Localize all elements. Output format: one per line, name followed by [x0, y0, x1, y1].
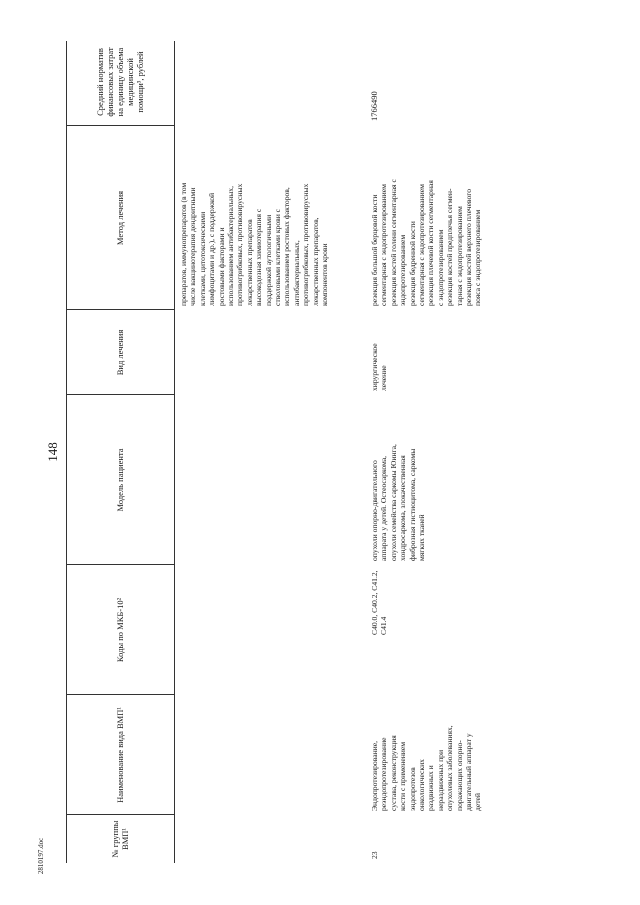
row-icd-lines	[370, 567, 389, 635]
text-line: резекция большой берцовой кости	[370, 194, 379, 306]
text-line: числе вакцинотерапия дендритными	[188, 187, 198, 306]
text-line: сегментарная с эндопротезированием	[417, 184, 427, 306]
header-group-no: № группы ВМП¹	[110, 820, 130, 858]
text-line: компонентов крови	[320, 243, 330, 306]
header-treatment-method: Метод лечения	[115, 190, 125, 246]
text-line: аппарата у детей. Остеосаркома,	[379, 455, 389, 561]
text-line: эндопротезированием	[398, 234, 408, 306]
page-number: 148	[45, 442, 60, 462]
text-line: противогрибковых, противовирусных	[235, 183, 245, 306]
row-avg-cost: 1766490	[369, 91, 379, 121]
text-line: поражающих опорно-	[454, 740, 464, 811]
row-group-no: 23	[370, 851, 379, 859]
row-patient-model-lines	[370, 397, 426, 561]
text-line: Эндопротезирование,	[370, 741, 379, 811]
text-line: C41.4	[379, 616, 389, 635]
header-patient-model: Модель пациента	[115, 448, 125, 512]
text-line: лечение	[379, 365, 389, 391]
text-line: резекция плечевой кости сегментарная	[426, 180, 436, 306]
text-line: использованием ростовых факторов,	[282, 187, 292, 306]
text-line: опухоли опорно-двигательного	[370, 460, 379, 561]
row-treatment-type-lines	[370, 311, 389, 391]
row-treatment-type	[370, 311, 389, 391]
row-treatment-method	[370, 128, 483, 306]
text-line: противогрибковых, противовирусных	[301, 183, 311, 306]
text-line: стволовыми клетками крови с	[273, 208, 283, 306]
text-line: антибактериальных,	[291, 240, 301, 306]
text-line: кости с применением	[398, 741, 408, 811]
text-line: использованием антибактериальных,	[226, 186, 236, 306]
text-line: пояса с эндопротезированием	[473, 209, 483, 306]
text-line: лимфоцитами и др.), с поддержкой	[207, 192, 217, 306]
text-line: мягких тканей	[417, 514, 427, 561]
treatment-table	[66, 41, 596, 863]
text-line: с эндопротезированием	[435, 229, 445, 306]
row-name	[370, 697, 483, 811]
header-avg-cost: Средний норматив финансовых затрат на единицу объема медицинской помощи³, рублей	[95, 47, 145, 117]
text-line: раздвижных и	[426, 765, 436, 811]
text-line: тарная с эндопротезированием	[454, 206, 464, 306]
text-line: реэндопротезирование	[379, 737, 389, 811]
header-bottom-rule	[174, 41, 175, 863]
file-name: 2810197.doc	[37, 837, 45, 875]
text-line: поддержкой аутологичными	[263, 214, 273, 306]
header-icd-codes: Коды по МКБ-10²	[115, 597, 125, 663]
text-line: резекция костей голени сегментарная с	[388, 179, 398, 306]
header-treatment-type: Вид лечения	[115, 329, 125, 376]
text-line: опухоли семейства саркомы Юинга,	[388, 444, 398, 561]
text-line: клетками, цитотоксическими	[197, 211, 207, 306]
text-line: сустава, реконструкция	[388, 735, 398, 811]
row-patient-model	[370, 397, 426, 561]
text-line: опухолевых заболеваниях,	[445, 725, 455, 811]
text-line: лекарственных препаратов,	[310, 217, 320, 306]
text-line: сегментарная с эндопротезированием	[379, 184, 389, 306]
text-line: хондросаркома, злокачественная	[398, 455, 408, 561]
header-name: Наименование вида ВМП¹	[115, 707, 125, 803]
text-line: нераздвижных при	[435, 749, 445, 811]
text-line: двигательный аппарат у	[464, 733, 474, 811]
text-line: резекция костей верхнего плечевого	[464, 189, 474, 306]
continuation-method-cell	[179, 128, 330, 306]
row-method-lines	[370, 128, 483, 306]
row-icd-codes	[370, 567, 389, 635]
text-line: препаратов, иммунопрепаратов (в том	[179, 182, 188, 306]
text-line: высокодозная химиотерапия с	[254, 208, 264, 306]
text-line: ростовыми факторами и	[216, 227, 226, 306]
text-line: детей	[473, 793, 483, 811]
text-line: хирургическое	[370, 343, 379, 391]
continuation-method-lines	[179, 128, 330, 306]
text-line: лекарственных препаратов	[244, 219, 254, 306]
row-name-lines	[370, 697, 483, 811]
text-line: C40.0, C40.2, C41.2,	[370, 570, 379, 635]
text-line: онкологических	[417, 759, 427, 811]
text-line: резекция бедренной кости	[407, 221, 417, 306]
text-line: фиброзная гистиоцитома, саркомы	[407, 448, 417, 561]
text-line: резекция костей предплечья сегмен-	[445, 188, 455, 306]
text-line: эндопротезов	[407, 767, 417, 811]
